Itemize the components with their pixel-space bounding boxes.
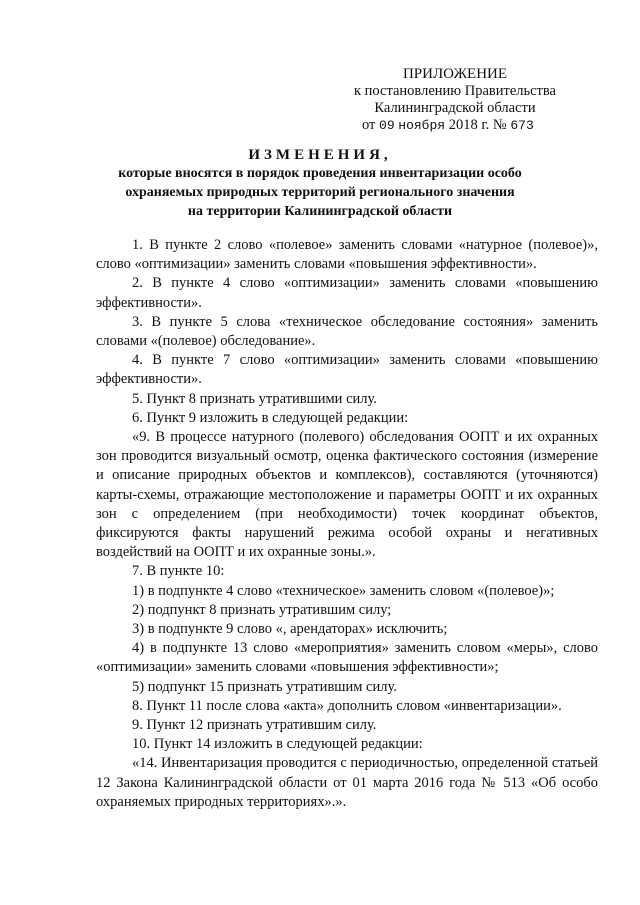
date-day: 09 bbox=[379, 118, 395, 133]
subtitle-line-3: на территории Калининградской области bbox=[187, 204, 453, 219]
date-month: ноября bbox=[398, 118, 446, 133]
date-year: 2018 г. № bbox=[448, 117, 507, 133]
paragraph: «9. В процессе натурного (полевого) обследования ООПТ и их охранных зон проводится визуальный осмотр, оценка фактического состояния (измерение и описание природных объектов и комплексов), составляются (уточняются) карты-схемы, отражающие местоположение и параметры ООПТ и их охранных зон с определением (при необходимости) точек координат объектов, фиксируются факты нарушений режима особой охраны и негативных воздействий на ООПТ и их охранные зоны.». bbox=[96, 429, 598, 561]
paragraph: 1. В пункте 2 слово «полевое» заменить словами «натурное (полевое)», слово «оптимизации» заменить словами «повышения эффективности». bbox=[96, 237, 598, 273]
subtitle-line-2: охраняемых природных территорий регионального значения bbox=[125, 185, 515, 200]
paragraph: 5. Пункт 8 признать утратившими силу. bbox=[132, 390, 377, 407]
document-title: ИЗМЕНЕНИЯ, bbox=[248, 147, 392, 163]
doc-number: 673 bbox=[510, 118, 534, 133]
subtitle-line-1: которые вносятся в порядок проведения инвентаризации особо bbox=[118, 166, 522, 181]
appendix-line-2: Калининградской области bbox=[374, 100, 536, 116]
paragraph: 3) в подпункте 9 слово «, арендаторах» исключить; bbox=[132, 621, 448, 638]
paragraph: 1) в подпункте 4 слово «техническое» заменить словом «(полевое)»; bbox=[132, 582, 555, 599]
paragraph: «14. Инвентаризация проводится с периодичностью, определенной статьей 12 Закона Калининградской области от 01 марта 2016 года № 513 «Об особо охраняемых природных территориях».». bbox=[96, 755, 599, 810]
paragraph: 8. Пункт 11 после слова «акта» дополнить словом «инвентаризации». bbox=[132, 697, 562, 714]
paragraph: 3. В пункте 5 слова «техническое обследование состояния» заменить словами «(полевое) обследование». bbox=[96, 313, 598, 350]
appendix-date-line bbox=[330, 117, 580, 134]
paragraph: 4. В пункте 7 слово «оптимизации» заменить словами «повышению эффективности». bbox=[96, 352, 598, 388]
paragraph: 7. В пункте 10: bbox=[132, 563, 225, 580]
paragraph: 6. Пункт 9 изложить в следующей редакции: bbox=[132, 409, 409, 426]
paragraph: 2. В пункте 4 слово «оптимизации» заменить словами «повышению эффективности». bbox=[96, 275, 598, 311]
appendix-title: ПРИЛОЖЕНИЕ bbox=[402, 66, 508, 82]
paragraph: 4) в подпункте 13 слово «мероприятия» заменить словом «меры», слово «оптимизации» заменить словами «повышения эффективности»; bbox=[96, 640, 598, 676]
paragraph: 10. Пункт 14 изложить в следующей редакции: bbox=[132, 736, 423, 753]
appendix-block bbox=[330, 66, 580, 134]
appendix-line-1: к постановлению Правительства bbox=[354, 83, 556, 99]
paragraph: 2) подпункт 8 признать утратившим силу; bbox=[132, 601, 392, 618]
paragraph: 9. Пункт 12 признать утратившим силу. bbox=[132, 717, 377, 734]
date-prefix: от bbox=[362, 117, 376, 133]
document-heading bbox=[90, 146, 550, 221]
document-body bbox=[96, 236, 598, 812]
paragraph: 5) подпункт 15 признать утратившим силу. bbox=[132, 678, 397, 695]
